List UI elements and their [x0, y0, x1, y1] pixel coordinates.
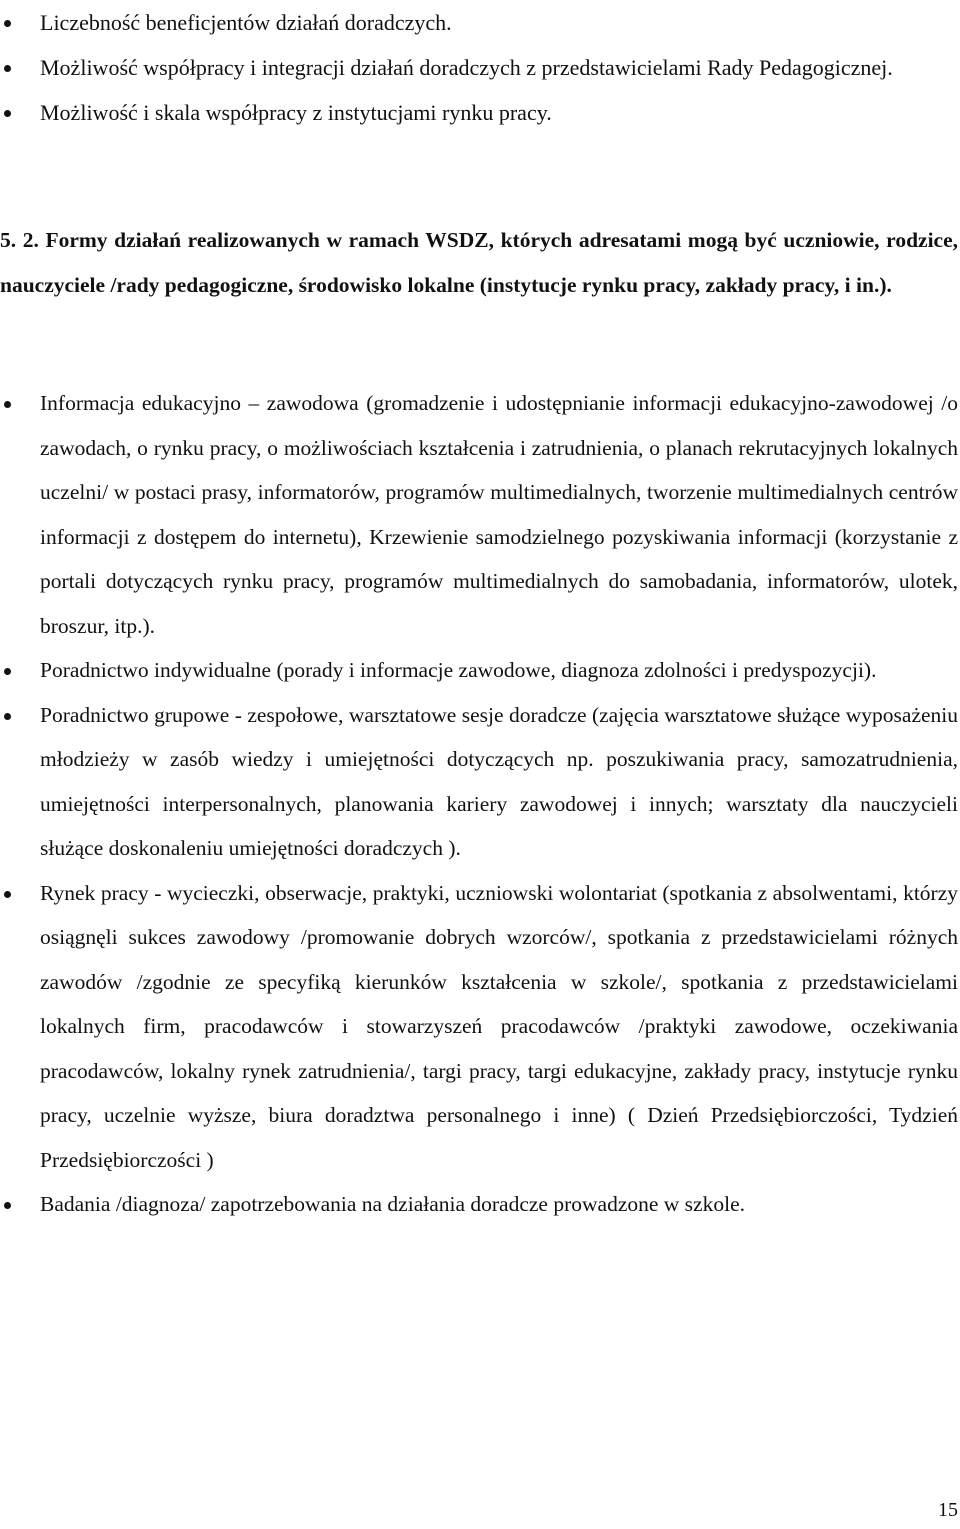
- list-item-text: Badania /diagnoza/ zapotrzebowania na działania doradcze prowadzone w szkole.: [40, 1192, 745, 1216]
- list-item: [0, 871, 958, 1183]
- forms-bullet-list: [0, 381, 958, 1227]
- list-item: [0, 381, 958, 648]
- page-number: 15: [938, 1499, 958, 1521]
- list-item-text: Liczebność beneficjentów działań doradczych.: [40, 10, 452, 35]
- list-item-text: Możliwość współpracy i integracji działań doradczych z przedstawicielami Rady Pedagogicznej.: [40, 55, 893, 80]
- bullet-icon: [4, 1202, 11, 1209]
- list-item: [0, 0, 958, 45]
- top-bullet-list: [0, 0, 958, 135]
- bullet-icon: [4, 668, 11, 675]
- list-item: [0, 648, 958, 693]
- list-item: [0, 1182, 958, 1227]
- list-item: [0, 45, 958, 90]
- list-item-text: Możliwość i skala współpracy z instytucjami rynku pracy.: [40, 100, 552, 125]
- list-item-text: Poradnictwo grupowe - zespołowe, warsztatowe sesje doradcze (zajęcia warsztatowe służące wyposażeniu młodzieży w zasób wiedzy i umiejętności dotyczących np. poszukiwania pracy, samozatrudnienia, umiejętności interpersonalnych, planowania kariery zawodowej i innych; warsztaty dla nauczycieli służące doskonaleniu umiejętności doradczych ).: [40, 702, 958, 860]
- bullet-icon: [4, 65, 11, 72]
- bullet-icon: [4, 20, 11, 27]
- bullet-icon: [4, 713, 11, 720]
- bullet-icon: [4, 891, 11, 898]
- list-item: [0, 90, 958, 135]
- list-item-text: Informacja edukacyjno – zawodowa (gromadzenie i udostępnianie informacji edukacyjno-zawodowej /o zawodach, o rynku pracy, o możliwościach kształcenia i zatrudnienia, o planach rekrutacyjnych lokalnych uczelni/ w postaci prasy, informatorów, programów multimedialnych, tworzenie multimedialnych centrów informacji z dostępem do internetu), Krzewienie samodzielnego pozyskiwania informacji (korzystanie z portali dotyczących rynku pracy, programów multimedialnych do samobadania, informatorów, ulotek, broszur, itp.).: [40, 391, 958, 638]
- list-item-text: Rynek pracy - wycieczki, obserwacje, praktyki, uczniowski wolontariat (spotkania z absolwentami, którzy osiągnęli sukces zawodowy /promowanie dobrych wzorców/, spotkania z przedstawicielami różnych zawodów /zgodnie ze specyfiką kierunków kształcenia w szkole/, spotkania z przedstawicielami lokalnych firm, pracodawców i stowarzyszeń pracodawców /praktyki zawodowe, oczekiwania pracodawców, lokalny rynek zatrudnienia/, targi pracy, targi edukacyjne, zakłady pracy, instytucje rynku pracy, uczelnie wyższe, biura doradztwa personalnego i inne) ( Dzień Przedsiębiorczości, Tydzień Przedsiębiorczości ): [40, 880, 958, 1172]
- section-heading: 5. 2. Formy działań realizowanych w ramach WSDZ, których adresatami mogą być uczniowie, rodzice, nauczyciele /rady pedagogiczne, środowisko lokalne (instytucje rynku pracy, zakłady pracy, i in.).: [0, 228, 958, 297]
- bullet-icon: [4, 110, 11, 117]
- bullet-icon: [4, 401, 11, 408]
- list-item: [0, 693, 958, 871]
- list-item-text: Poradnictwo indywidualne (porady i informacje zawodowe, diagnoza zdolności i predyspozycji).: [40, 658, 877, 682]
